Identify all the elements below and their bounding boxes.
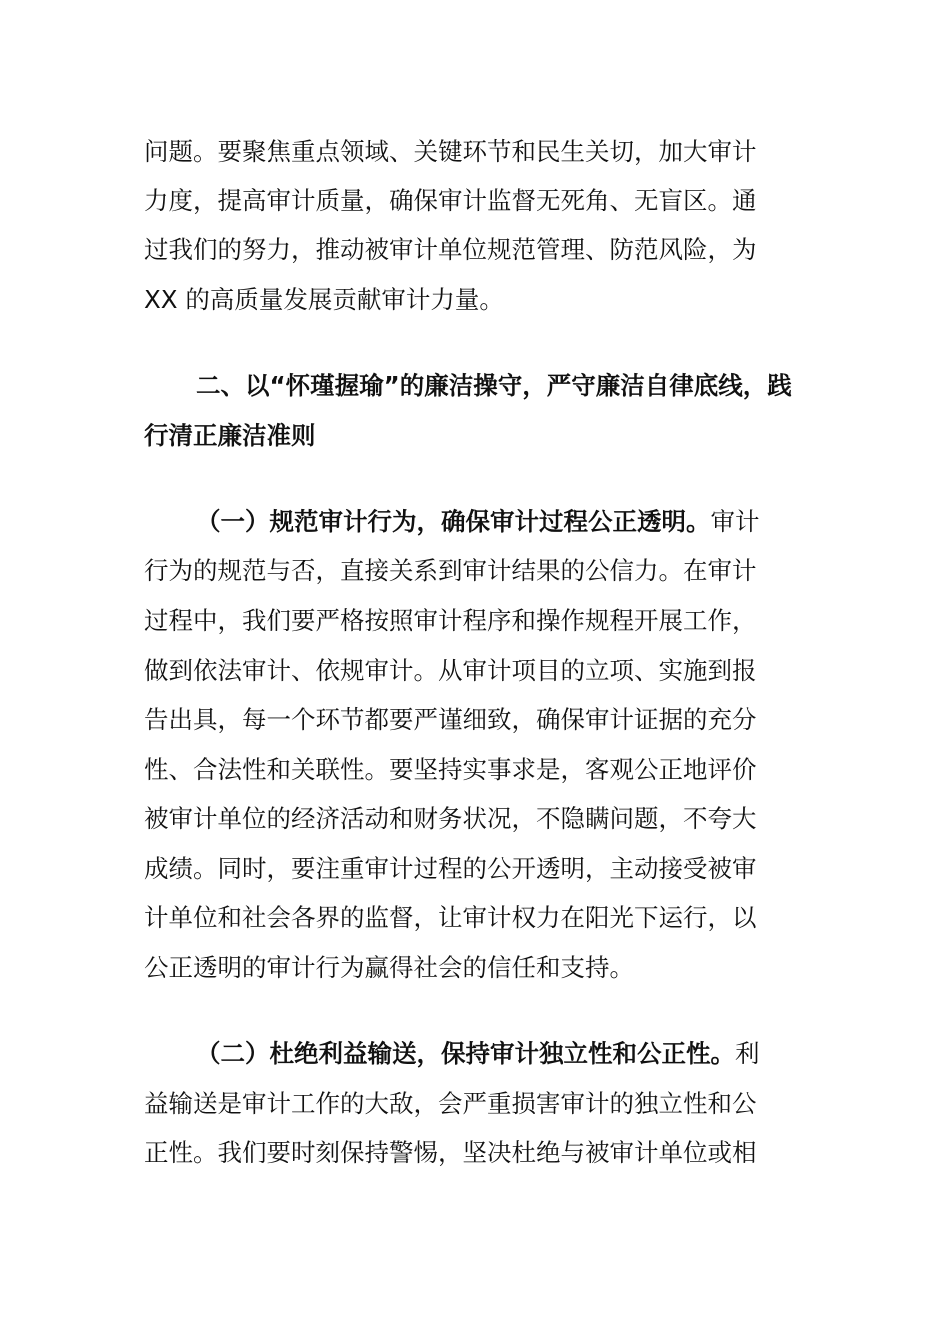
paragraph-line: XX 的高质量发展贡献审计力量。 <box>144 285 504 314</box>
paragraph-line: 被审计单位的经济活动和财务状况，不隐瞒问题，不夸大 <box>144 804 757 833</box>
paragraph-line: 行为的规范与否，直接关系到审计结果的公信力。在审计 <box>144 556 757 585</box>
subsection-first-line <box>196 506 760 538</box>
paragraph-line: 告出具，每一个环节都要严谨细致，确保审计证据的充分 <box>144 705 757 734</box>
subsection-lead-text: 利 <box>735 1039 760 1068</box>
paragraph-line: 力度，提高审计质量，确保审计监督无死角、无盲区。通 <box>144 186 757 215</box>
subsection-title: （一）规范审计行为，确保审计过程公正透明。 <box>196 507 711 536</box>
paragraph-line: 问题。要聚焦重点领域、关键环节和民生关切，加大审计 <box>144 137 757 166</box>
paragraph-line: 成绩。同时，要注重审计过程的公开透明，主动接受被审 <box>144 854 757 883</box>
section-heading: 行清正廉洁准则 <box>144 421 316 450</box>
section-heading: 二、以“怀瑾握瑜”的廉洁操守，严守廉洁自律底线，践 <box>196 371 792 400</box>
subsection-title: （二）杜绝利益输送，保持审计独立性和公正性。 <box>196 1039 735 1068</box>
subsection-first-line <box>196 1038 760 1070</box>
paragraph-line: 正性。我们要时刻保持警惕，坚决杜绝与被审计单位或相 <box>144 1138 757 1167</box>
subsection-lead-text: 审计 <box>710 507 760 536</box>
paragraph-line: 过我们的努力，推动被审计单位规范管理、防范风险，为 <box>144 235 757 264</box>
paragraph-line: 计单位和社会各界的监督，让审计权力在阳光下运行，以 <box>144 903 757 932</box>
paragraph-line: 过程中，我们要严格按照审计程序和操作规程开展工作， <box>144 606 757 635</box>
paragraph-line: 性、合法性和关联性。要坚持实事求是，客观公正地评价 <box>144 755 757 784</box>
paragraph-line: 做到依法审计、依规审计。从审计项目的立项、实施到报 <box>144 656 757 685</box>
paragraph-line: 益输送是审计工作的大敌，会严重损害审计的独立性和公 <box>144 1089 757 1118</box>
paragraph-line: 公正透明的审计行为赢得社会的信任和支持。 <box>144 953 634 982</box>
